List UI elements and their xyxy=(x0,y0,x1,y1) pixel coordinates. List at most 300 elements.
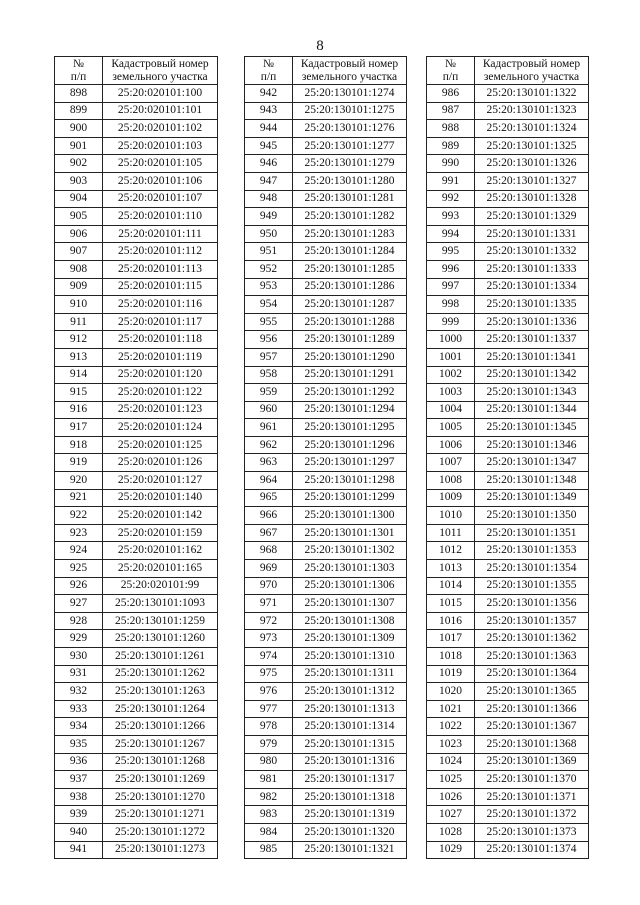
table-row xyxy=(245,542,407,560)
cadastral-number-cell: 25:20:020101:119 xyxy=(103,348,218,366)
table-row xyxy=(55,542,218,560)
row-number-cell: 938 xyxy=(55,788,103,806)
row-number-cell: 1028 xyxy=(427,823,475,841)
cadastral-number-cell: 25:20:020101:105 xyxy=(103,155,218,173)
table-row xyxy=(427,841,589,859)
cadastral-number-cell: 25:20:130101:1333 xyxy=(475,260,589,278)
row-number-cell: 993 xyxy=(427,208,475,226)
cadastral-number-cell: 25:20:130101:1283 xyxy=(293,225,407,243)
row-number-cell: 965 xyxy=(245,489,293,507)
row-number-cell: 1017 xyxy=(427,630,475,648)
table-row xyxy=(55,331,218,349)
table-row xyxy=(55,718,218,736)
cadastral-number-cell: 25:20:020101:117 xyxy=(103,313,218,331)
cadastral-number-cell: 25:20:130101:1351 xyxy=(475,524,589,542)
row-number-cell: 959 xyxy=(245,384,293,402)
cadastral-number-cell: 25:20:020101:101 xyxy=(103,102,218,120)
table-row xyxy=(55,436,218,454)
table-row xyxy=(55,102,218,120)
table-row xyxy=(245,841,407,859)
row-number-cell: 988 xyxy=(427,120,475,138)
cadastral-number-cell: 25:20:130101:1324 xyxy=(475,120,589,138)
row-number-cell: 920 xyxy=(55,472,103,490)
table-row xyxy=(245,718,407,736)
cadastral-number-cell: 25:20:130101:1282 xyxy=(293,208,407,226)
table-row xyxy=(427,419,589,437)
cadastral-number-cell: 25:20:130101:1270 xyxy=(103,788,218,806)
cadastral-number-cell: 25:20:130101:1266 xyxy=(103,718,218,736)
row-number-cell: 918 xyxy=(55,436,103,454)
cadastral-number-cell: 25:20:130101:1309 xyxy=(293,630,407,648)
row-number-cell: 963 xyxy=(245,454,293,472)
cadastral-number-cell: 25:20:020101:125 xyxy=(103,436,218,454)
row-number-cell: 983 xyxy=(245,806,293,824)
cadastral-number-cell: 25:20:130101:1271 xyxy=(103,806,218,824)
row-number-cell: 953 xyxy=(245,278,293,296)
table-row xyxy=(245,190,407,208)
row-number-cell: 936 xyxy=(55,753,103,771)
cadastral-table-2 xyxy=(244,56,407,859)
cadastral-number-cell: 25:20:130101:1364 xyxy=(475,665,589,683)
row-number-cell: 958 xyxy=(245,366,293,384)
cadastral-number-cell: 25:20:130101:1365 xyxy=(475,683,589,701)
row-number-cell: 964 xyxy=(245,472,293,490)
cadastral-number-cell: 25:20:130101:1288 xyxy=(293,313,407,331)
cadastral-number-cell: 25:20:130101:1306 xyxy=(293,577,407,595)
cadastral-number-cell: 25:20:020101:102 xyxy=(103,120,218,138)
cadastral-number-cell: 25:20:130101:1285 xyxy=(293,260,407,278)
cadastral-number-cell: 25:20:130101:1320 xyxy=(293,823,407,841)
header-number-line2: п/п xyxy=(70,70,87,83)
table-row xyxy=(55,823,218,841)
cadastral-number-cell: 25:20:130101:1357 xyxy=(475,612,589,630)
page-number: 8 xyxy=(316,38,324,54)
cadastral-number-cell: 25:20:020101:159 xyxy=(103,524,218,542)
header-cadastral-line1: Кадастровый номер xyxy=(300,57,399,70)
table-row xyxy=(427,172,589,190)
table-row xyxy=(55,700,218,718)
cadastral-number-cell: 25:20:130101:1264 xyxy=(103,700,218,718)
row-number-cell: 970 xyxy=(245,577,293,595)
cadastral-number-cell: 25:20:130101:1371 xyxy=(475,788,589,806)
row-number-cell: 968 xyxy=(245,542,293,560)
cadastral-number-cell: 25:20:130101:1260 xyxy=(103,630,218,648)
table-row xyxy=(427,348,589,366)
cadastral-number-cell: 25:20:130101:1262 xyxy=(103,665,218,683)
row-number-cell: 989 xyxy=(427,137,475,155)
table-row xyxy=(55,208,218,226)
cadastral-number-cell: 25:20:130101:1093 xyxy=(103,595,218,613)
table-row xyxy=(245,507,407,525)
cadastral-number-cell: 25:20:130101:1289 xyxy=(293,331,407,349)
cadastral-number-cell: 25:20:130101:1353 xyxy=(475,542,589,560)
row-number-cell: 943 xyxy=(245,102,293,120)
cadastral-number-cell: 25:20:130101:1344 xyxy=(475,401,589,419)
row-number-cell: 907 xyxy=(55,243,103,261)
table-row xyxy=(245,384,407,402)
table-row xyxy=(55,278,218,296)
header-number-line2: п/п xyxy=(442,70,459,83)
cadastral-number-cell: 25:20:020101:110 xyxy=(103,208,218,226)
table-row xyxy=(245,771,407,789)
cadastral-number-cell: 25:20:130101:1356 xyxy=(475,595,589,613)
header-number-line1: № xyxy=(445,57,456,70)
cadastral-number-cell: 25:20:130101:1275 xyxy=(293,102,407,120)
row-number-cell: 1027 xyxy=(427,806,475,824)
row-number-cell: 1009 xyxy=(427,489,475,507)
cadastral-number-cell: 25:20:130101:1374 xyxy=(475,841,589,859)
row-number-cell: 1012 xyxy=(427,542,475,560)
table-row xyxy=(427,524,589,542)
cadastral-number-cell: 25:20:130101:1280 xyxy=(293,172,407,190)
row-number-cell: 930 xyxy=(55,648,103,666)
row-number-cell: 937 xyxy=(55,771,103,789)
table-row xyxy=(55,296,218,314)
table-row xyxy=(55,560,218,578)
table-row xyxy=(427,313,589,331)
cadastral-number-cell: 25:20:130101:1369 xyxy=(475,753,589,771)
row-number-cell: 981 xyxy=(245,771,293,789)
table-row xyxy=(427,788,589,806)
row-number-cell: 933 xyxy=(55,700,103,718)
cadastral-number-cell: 25:20:130101:1323 xyxy=(475,102,589,120)
row-number-cell: 980 xyxy=(245,753,293,771)
table-row xyxy=(55,384,218,402)
row-number-cell: 962 xyxy=(245,436,293,454)
row-number-cell: 941 xyxy=(55,841,103,859)
row-number-cell: 1018 xyxy=(427,648,475,666)
cadastral-number-cell: 25:20:130101:1311 xyxy=(293,665,407,683)
row-number-cell: 929 xyxy=(55,630,103,648)
row-number-cell: 926 xyxy=(55,577,103,595)
row-number-cell: 940 xyxy=(55,823,103,841)
row-number-cell: 1006 xyxy=(427,436,475,454)
row-number-cell: 992 xyxy=(427,190,475,208)
row-number-cell: 904 xyxy=(55,190,103,208)
cadastral-number-cell: 25:20:020101:122 xyxy=(103,384,218,402)
row-number-cell: 999 xyxy=(427,313,475,331)
cadastral-number-cell: 25:20:130101:1348 xyxy=(475,472,589,490)
table-row xyxy=(427,735,589,753)
table-row xyxy=(55,489,218,507)
table-row xyxy=(55,630,218,648)
table-row xyxy=(427,102,589,120)
row-number-cell: 997 xyxy=(427,278,475,296)
cadastral-number-cell: 25:20:130101:1317 xyxy=(293,771,407,789)
cadastral-number-cell: 25:20:130101:1314 xyxy=(293,718,407,736)
table-row xyxy=(245,823,407,841)
row-number-cell: 916 xyxy=(55,401,103,419)
cadastral-number-cell: 25:20:020101:103 xyxy=(103,137,218,155)
table-row xyxy=(245,278,407,296)
row-number-cell: 961 xyxy=(245,419,293,437)
table-row xyxy=(245,260,407,278)
row-number-cell: 986 xyxy=(427,85,475,103)
table-row xyxy=(245,665,407,683)
table-row xyxy=(427,472,589,490)
row-number-cell: 1004 xyxy=(427,401,475,419)
table-row xyxy=(245,524,407,542)
cadastral-number-cell: 25:20:130101:1287 xyxy=(293,296,407,314)
cadastral-number-cell: 25:20:130101:1259 xyxy=(103,612,218,630)
table-row xyxy=(55,225,218,243)
row-number-cell: 978 xyxy=(245,718,293,736)
row-number-cell: 956 xyxy=(245,331,293,349)
cadastral-number-cell: 25:20:130101:1296 xyxy=(293,436,407,454)
row-number-cell: 982 xyxy=(245,788,293,806)
table-row xyxy=(427,507,589,525)
header-number xyxy=(55,57,103,85)
cadastral-number-cell: 25:20:130101:1299 xyxy=(293,489,407,507)
row-number-cell: 950 xyxy=(245,225,293,243)
cadastral-number-cell: 25:20:020101:142 xyxy=(103,507,218,525)
cadastral-number-cell: 25:20:130101:1349 xyxy=(475,489,589,507)
table-row xyxy=(245,102,407,120)
table-header-row xyxy=(55,57,218,85)
cadastral-number-cell: 25:20:130101:1322 xyxy=(475,85,589,103)
table-row xyxy=(427,753,589,771)
cadastral-number-cell: 25:20:130101:1343 xyxy=(475,384,589,402)
cadastral-number-cell: 25:20:020101:124 xyxy=(103,419,218,437)
cadastral-number-cell: 25:20:130101:1368 xyxy=(475,735,589,753)
cadastral-number-cell: 25:20:130101:1318 xyxy=(293,788,407,806)
table-row xyxy=(245,419,407,437)
table-row xyxy=(245,401,407,419)
table-row xyxy=(245,472,407,490)
row-number-cell: 919 xyxy=(55,454,103,472)
cadastral-number-cell: 25:20:130101:1301 xyxy=(293,524,407,542)
cadastral-number-cell: 25:20:130101:1372 xyxy=(475,806,589,824)
row-number-cell: 923 xyxy=(55,524,103,542)
table-row xyxy=(245,137,407,155)
row-number-cell: 987 xyxy=(427,102,475,120)
row-number-cell: 1007 xyxy=(427,454,475,472)
table-row xyxy=(55,806,218,824)
cadastral-number-cell: 25:20:130101:1342 xyxy=(475,366,589,384)
table-row xyxy=(55,155,218,173)
row-number-cell: 957 xyxy=(245,348,293,366)
row-number-cell: 1016 xyxy=(427,612,475,630)
cadastral-number-cell: 25:20:020101:123 xyxy=(103,401,218,419)
cadastral-number-cell: 25:20:130101:1261 xyxy=(103,648,218,666)
cadastral-number-cell: 25:20:130101:1354 xyxy=(475,560,589,578)
row-number-cell: 974 xyxy=(245,648,293,666)
row-number-cell: 1015 xyxy=(427,595,475,613)
row-number-cell: 955 xyxy=(245,313,293,331)
table-row xyxy=(55,260,218,278)
row-number-cell: 994 xyxy=(427,225,475,243)
row-number-cell: 906 xyxy=(55,225,103,243)
row-number-cell: 944 xyxy=(245,120,293,138)
cadastral-number-cell: 25:20:020101:127 xyxy=(103,472,218,490)
cadastral-number-cell: 25:20:130101:1312 xyxy=(293,683,407,701)
cadastral-number-cell: 25:20:130101:1345 xyxy=(475,419,589,437)
table-row xyxy=(55,665,218,683)
table-row xyxy=(427,155,589,173)
cadastral-number-cell: 25:20:130101:1300 xyxy=(293,507,407,525)
table-row xyxy=(55,137,218,155)
cadastral-number-cell: 25:20:130101:1332 xyxy=(475,243,589,261)
row-number-cell: 922 xyxy=(55,507,103,525)
table-row xyxy=(55,648,218,666)
row-number-cell: 972 xyxy=(245,612,293,630)
header-cadastral xyxy=(293,57,407,85)
row-number-cell: 952 xyxy=(245,260,293,278)
table-row xyxy=(55,243,218,261)
cadastral-number-cell: 25:20:130101:1331 xyxy=(475,225,589,243)
table-row xyxy=(55,348,218,366)
cadastral-number-cell: 25:20:130101:1286 xyxy=(293,278,407,296)
table-row xyxy=(245,753,407,771)
cadastral-number-cell: 25:20:130101:1298 xyxy=(293,472,407,490)
cadastral-number-cell: 25:20:130101:1346 xyxy=(475,436,589,454)
row-number-cell: 1002 xyxy=(427,366,475,384)
table-row xyxy=(427,595,589,613)
row-number-cell: 914 xyxy=(55,366,103,384)
cadastral-number-cell: 25:20:020101:140 xyxy=(103,489,218,507)
table-row xyxy=(55,313,218,331)
row-number-cell: 912 xyxy=(55,331,103,349)
cadastral-number-cell: 25:20:130101:1325 xyxy=(475,137,589,155)
table-row xyxy=(55,735,218,753)
table-row xyxy=(245,612,407,630)
row-number-cell: 967 xyxy=(245,524,293,542)
row-number-cell: 977 xyxy=(245,700,293,718)
table-row xyxy=(427,190,589,208)
cadastral-table-3 xyxy=(426,56,589,859)
row-number-cell: 908 xyxy=(55,260,103,278)
cadastral-number-cell: 25:20:130101:1337 xyxy=(475,331,589,349)
table-row xyxy=(55,683,218,701)
cadastral-table-1 xyxy=(54,56,218,859)
cadastral-number-cell: 25:20:130101:1350 xyxy=(475,507,589,525)
table-row xyxy=(55,172,218,190)
cadastral-number-cell: 25:20:130101:1362 xyxy=(475,630,589,648)
row-number-cell: 915 xyxy=(55,384,103,402)
cadastral-number-cell: 25:20:020101:107 xyxy=(103,190,218,208)
table-row xyxy=(427,401,589,419)
cadastral-number-cell: 25:20:020101:118 xyxy=(103,331,218,349)
table-row xyxy=(427,823,589,841)
table-row xyxy=(427,700,589,718)
table-row xyxy=(427,630,589,648)
table-row xyxy=(427,208,589,226)
table-row xyxy=(427,243,589,261)
row-number-cell: 927 xyxy=(55,595,103,613)
cadastral-number-cell: 25:20:020101:162 xyxy=(103,542,218,560)
row-number-cell: 995 xyxy=(427,243,475,261)
row-number-cell: 942 xyxy=(245,85,293,103)
table-row xyxy=(245,436,407,454)
row-number-cell: 1024 xyxy=(427,753,475,771)
row-number-cell: 1021 xyxy=(427,700,475,718)
cadastral-number-cell: 25:20:130101:1291 xyxy=(293,366,407,384)
table-row xyxy=(55,577,218,595)
table-row xyxy=(427,612,589,630)
cadastral-number-cell: 25:20:130101:1268 xyxy=(103,753,218,771)
table-row xyxy=(55,454,218,472)
cadastral-number-cell: 25:20:130101:1274 xyxy=(293,85,407,103)
row-number-cell: 911 xyxy=(55,313,103,331)
table-row xyxy=(427,260,589,278)
table-row xyxy=(427,331,589,349)
cadastral-number-cell: 25:20:130101:1303 xyxy=(293,560,407,578)
table-row xyxy=(245,172,407,190)
row-number-cell: 925 xyxy=(55,560,103,578)
table-row xyxy=(245,313,407,331)
table-header-row xyxy=(245,57,407,85)
table-row xyxy=(427,771,589,789)
table-row xyxy=(427,542,589,560)
cadastral-number-cell: 25:20:130101:1302 xyxy=(293,542,407,560)
cadastral-number-cell: 25:20:130101:1334 xyxy=(475,278,589,296)
cadastral-number-cell: 25:20:130101:1272 xyxy=(103,823,218,841)
table-row xyxy=(245,630,407,648)
row-number-cell: 946 xyxy=(245,155,293,173)
cadastral-number-cell: 25:20:130101:1284 xyxy=(293,243,407,261)
row-number-cell: 954 xyxy=(245,296,293,314)
cadastral-number-cell: 25:20:130101:1347 xyxy=(475,454,589,472)
table-row xyxy=(55,524,218,542)
table-row xyxy=(427,366,589,384)
row-number-cell: 905 xyxy=(55,208,103,226)
row-number-cell: 909 xyxy=(55,278,103,296)
cadastral-number-cell: 25:20:130101:1277 xyxy=(293,137,407,155)
table-row xyxy=(55,753,218,771)
header-number xyxy=(427,57,475,85)
table-row xyxy=(55,190,218,208)
cadastral-number-cell: 25:20:130101:1370 xyxy=(475,771,589,789)
table-row xyxy=(245,489,407,507)
row-number-cell: 898 xyxy=(55,85,103,103)
header-cadastral-line1: Кадастровый номер xyxy=(111,57,209,70)
row-number-cell: 1005 xyxy=(427,419,475,437)
row-number-cell: 1011 xyxy=(427,524,475,542)
row-number-cell: 1029 xyxy=(427,841,475,859)
row-number-cell: 902 xyxy=(55,155,103,173)
cadastral-number-cell: 25:20:130101:1367 xyxy=(475,718,589,736)
table-row xyxy=(245,155,407,173)
row-number-cell: 1000 xyxy=(427,331,475,349)
row-number-cell: 945 xyxy=(245,137,293,155)
table-row xyxy=(55,612,218,630)
table-row xyxy=(55,419,218,437)
row-number-cell: 960 xyxy=(245,401,293,419)
row-number-cell: 899 xyxy=(55,102,103,120)
cadastral-number-cell: 25:20:130101:1326 xyxy=(475,155,589,173)
table-row xyxy=(427,454,589,472)
cadastral-number-cell: 25:20:020101:100 xyxy=(103,85,218,103)
table-row xyxy=(427,296,589,314)
cadastral-number-cell: 25:20:130101:1329 xyxy=(475,208,589,226)
row-number-cell: 1019 xyxy=(427,665,475,683)
row-number-cell: 1014 xyxy=(427,577,475,595)
table-row xyxy=(55,507,218,525)
cadastral-number-cell: 25:20:130101:1313 xyxy=(293,700,407,718)
cadastral-number-cell: 25:20:020101:106 xyxy=(103,172,218,190)
cadastral-number-cell: 25:20:130101:1273 xyxy=(103,841,218,859)
row-number-cell: 932 xyxy=(55,683,103,701)
table-row xyxy=(55,771,218,789)
header-cadastral-line1: Кадастровый номер xyxy=(482,57,581,70)
row-number-cell: 901 xyxy=(55,137,103,155)
header-number-line1: № xyxy=(73,57,84,70)
cadastral-number-cell: 25:20:020101:116 xyxy=(103,296,218,314)
row-number-cell: 1022 xyxy=(427,718,475,736)
cadastral-number-cell: 25:20:020101:112 xyxy=(103,243,218,261)
row-number-cell: 931 xyxy=(55,665,103,683)
cadastral-number-cell: 25:20:130101:1295 xyxy=(293,419,407,437)
